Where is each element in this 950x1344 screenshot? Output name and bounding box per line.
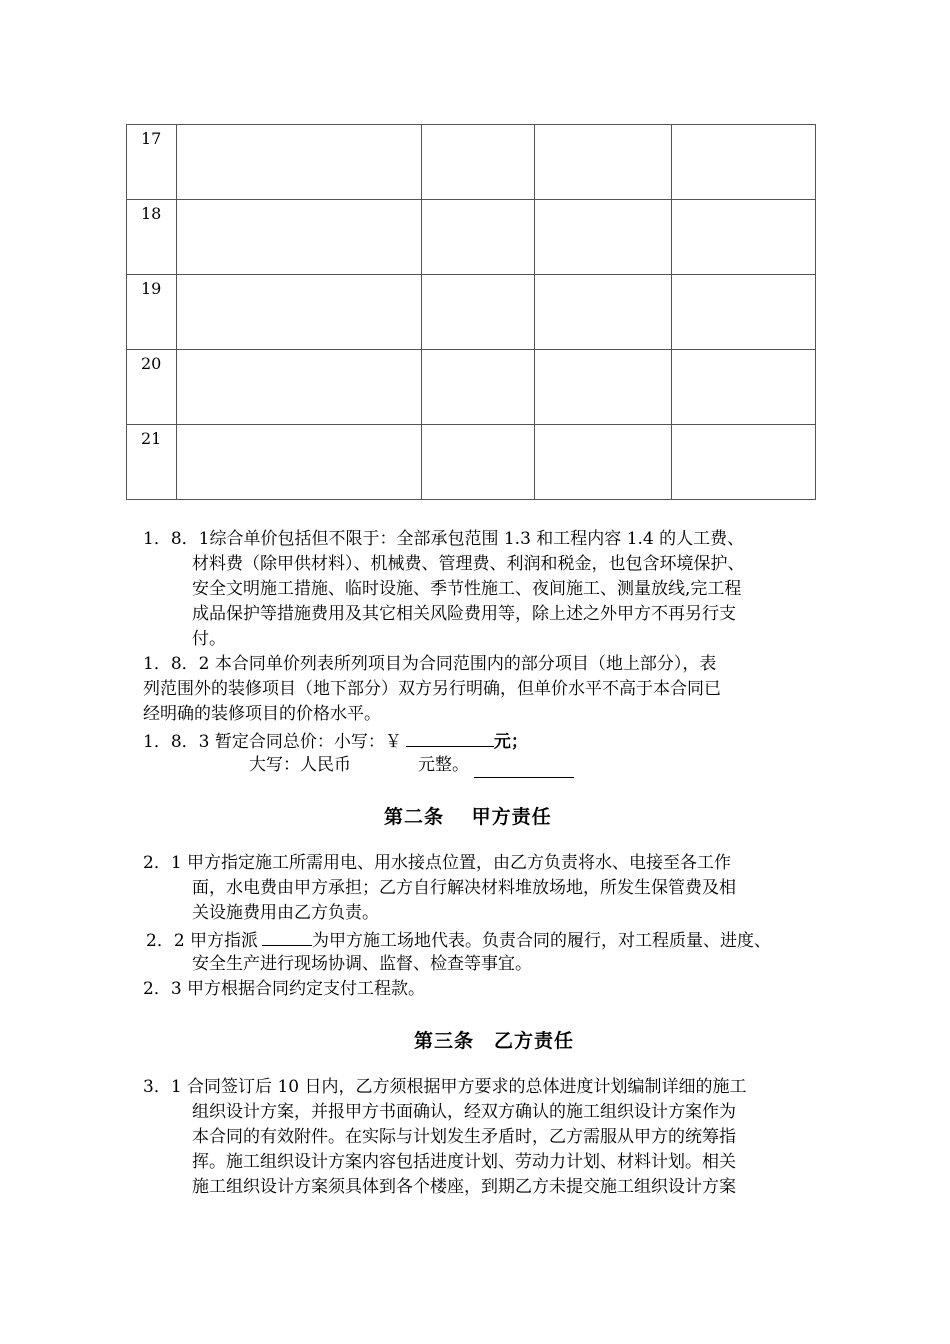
clause-2-2 xyxy=(146,927,771,954)
table-cell xyxy=(422,200,535,275)
lowercase-amount-blank xyxy=(406,728,494,747)
clause-1-8-3 xyxy=(143,728,528,755)
clause-1-8-2-line: 1．8．2 本合同单价列表所列项目为合同范围内的部分项目（地上部分），表 xyxy=(143,654,717,674)
clause-2-2-line: 安全生产进行现场协调、监督、检查等事宜。 xyxy=(192,954,532,974)
clause-2-1-line: 关设施费用由乙方负责。 xyxy=(192,903,379,923)
row-number: 21 xyxy=(127,425,177,500)
clause-1-8-1-line: 安全文明施工措施、临时设施、季节性施工、夜间施工、测量放线,完工程 xyxy=(192,579,742,599)
table-cell xyxy=(672,425,816,500)
table-cell xyxy=(535,200,672,275)
table-cell xyxy=(535,425,672,500)
table-cell xyxy=(535,350,672,425)
clause-2-1-line: 面，水电费由甲方承担；乙方自行解决材料堆放场地，所发生保管费及相 xyxy=(192,878,736,898)
table-cell xyxy=(177,425,422,500)
clause-3-1-line: 施工组织设计方案须具体到各个楼座，到期乙方未提交施工组织设计方案 xyxy=(192,1177,736,1197)
uppercase-amount-blank xyxy=(474,777,574,778)
clause-1-8-2-line: 列范围外的装修项目（地下部分）双方另行明确，但单价水平不高于本合同已 xyxy=(143,679,721,699)
clause-1-8-1-line: 成品保护等措施费用及其它相关风险费用等，除上述之外甲方不再另行支 xyxy=(192,604,736,624)
clause-3-1-line: 3．1 合同签订后 10 日内，乙方须根据甲方要求的总体进度计划编制详细的施工 xyxy=(143,1077,747,1097)
table-row xyxy=(127,200,816,275)
clause-2-2-rest: 为甲方施工场地代表。负责合同的履行，对工程质量、进度、 xyxy=(312,931,772,951)
table-cell xyxy=(535,275,672,350)
article-2-title: 第二条 甲方责任 xyxy=(384,806,552,828)
table-row xyxy=(127,350,816,425)
article-3-title: 第三条 乙方责任 xyxy=(414,1030,575,1052)
clause-3-1-line: 本合同的有效附件。在实际与计划发生矛盾时，乙方需服从甲方的统筹指 xyxy=(192,1127,736,1147)
row-number: 20 xyxy=(127,350,177,425)
contract-total-label: 1．8．3 暂定合同总价：小写：￥ xyxy=(143,732,402,752)
yuan-unit: 元； xyxy=(493,732,528,752)
clause-2-2-start: 2．2 甲方指派 xyxy=(146,931,259,951)
clause-1-8-1-line: 材料费（除甲供材料）、机械费、管理费、利润和税金，也包含环境保护、 xyxy=(192,554,745,574)
table-cell xyxy=(672,275,816,350)
clause-1-8-2-line: 经明确的装修项目的价格水平。 xyxy=(143,704,381,724)
clause-2-1-line: 2．1 甲方指定施工所需用电、用水接点位置，由乙方负责将水、电接至各工作 xyxy=(143,853,732,873)
price-table xyxy=(126,124,816,500)
row-number: 18 xyxy=(127,200,177,275)
clause-3-1-line: 挥。施工组织设计方案内容包括进度计划、劳动力计划、材料计划。相关 xyxy=(192,1152,736,1172)
row-number: 17 xyxy=(127,125,177,200)
uppercase-unit: 元整。 xyxy=(418,755,469,775)
table-cell xyxy=(177,275,422,350)
table-cell xyxy=(672,350,816,425)
row-number: 19 xyxy=(127,275,177,350)
table-cell xyxy=(422,275,535,350)
table-cell xyxy=(672,125,816,200)
table-cell xyxy=(422,350,535,425)
clause-2-3: 2．3 甲方根据合同约定支付工程款。 xyxy=(143,979,426,999)
table-row xyxy=(127,275,816,350)
uppercase-label: 大写：人民币 xyxy=(249,755,351,775)
table-cell xyxy=(177,125,422,200)
table-cell xyxy=(177,350,422,425)
table-row xyxy=(127,125,816,200)
clause-1-8-1-line: 付。 xyxy=(192,629,226,649)
table-cell xyxy=(177,200,422,275)
table-cell xyxy=(535,125,672,200)
table-cell xyxy=(422,125,535,200)
table-row xyxy=(127,425,816,500)
table-cell xyxy=(672,200,816,275)
clause-1-8-1-line: 1．8．1综合单价包括但不限于：全部承包范围 1.3 和工程内容 1.4 的人工费、 xyxy=(143,529,745,549)
site-representative-blank xyxy=(262,927,312,946)
clause-3-1-line: 组织设计方案，并报甲方书面确认，经双方确认的施工组织设计方案作为 xyxy=(192,1102,736,1122)
table-cell xyxy=(422,425,535,500)
